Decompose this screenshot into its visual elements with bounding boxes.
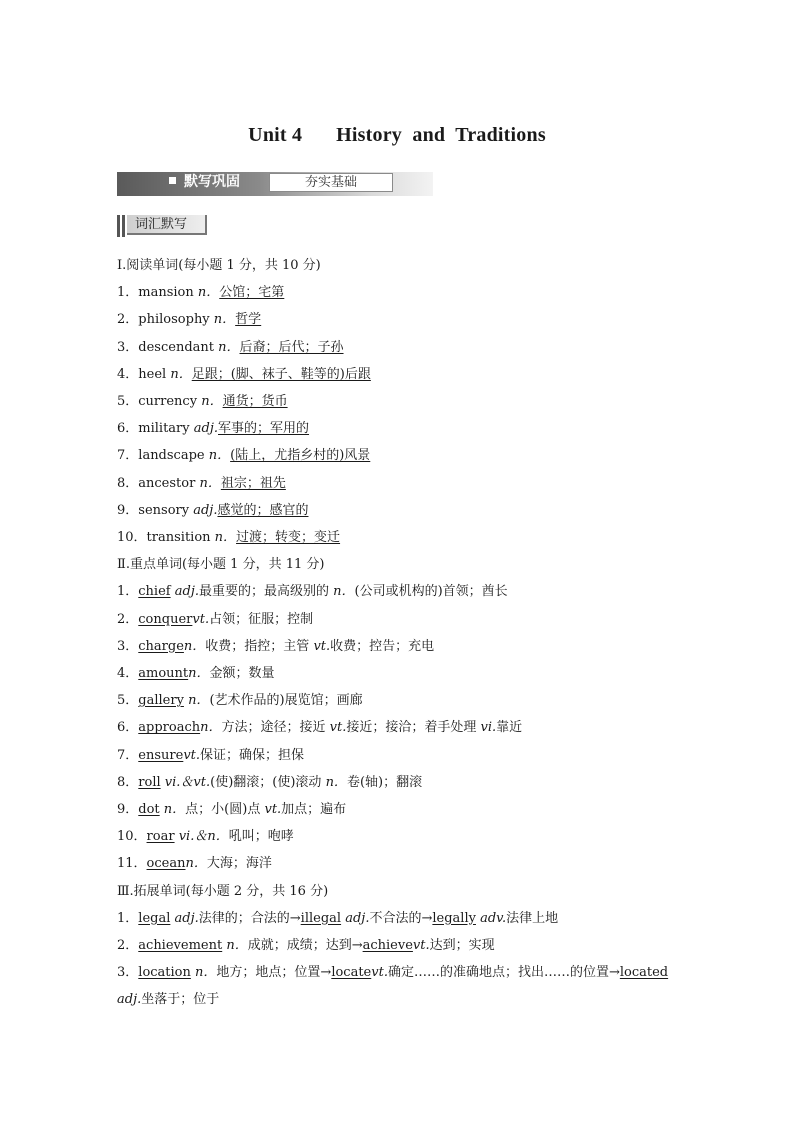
item-number: 3． [117,638,139,654]
item-answer: 军事的；军用的 [218,421,310,437]
item-pos: vt. [192,611,210,627]
item-pos: adj. [174,584,199,600]
item-answer: 祖宗；祖先 [220,475,286,491]
item-pos: n． [195,965,217,981]
item-answer: achieve [362,938,413,954]
item-pos: n． [226,938,248,954]
item-meaning: 方法；途径；接近 [221,720,326,736]
item-answer: located [619,965,669,981]
item-meaning: 点；小(圆)点 [185,802,261,818]
item-answer: charge [138,638,184,654]
item-number: 10． [117,829,147,845]
item-answer: achievement [138,938,223,954]
item-number: 5． [117,394,139,410]
item-word: heel [138,366,167,382]
section-banner [117,172,433,196]
list-item [117,796,717,823]
item-pos: vt. [264,802,282,818]
item-pos: n． [213,312,236,328]
list-item [117,497,717,524]
list-item [117,932,717,959]
item-answer: dot [138,802,160,818]
item-answer: 公馆；宅第 [219,285,285,301]
item-number: 6． [117,720,139,736]
item-number: 2． [117,938,139,954]
item-pos: n． [208,448,231,464]
item-word: mansion [138,285,194,301]
item-answer: conquer [138,611,193,627]
item-answer: 感觉的；感官的 [217,502,309,518]
section-heading: Ⅲ.拓展单词(每小题 2 分，共 16 分) [117,883,329,899]
list-item [117,279,717,306]
item-answer: (陆上，尤指乡村的)风景 [230,448,371,464]
item-pos: n． [197,285,220,301]
item-pos: n． [188,693,210,709]
item-number: 4． [117,366,139,382]
item-number: 3． [117,339,139,355]
item-answer: 哲学 [235,312,262,328]
item-number: 1． [117,584,139,600]
list-item [117,687,717,714]
item-number: 2． [117,611,139,627]
item-number: 6． [117,421,139,437]
item-meaning: 金额；数量 [209,666,275,682]
item-meaning: 法律上地 [506,910,559,926]
list-item [117,470,717,497]
item-pos: n． [214,530,237,546]
list-item [117,388,717,415]
item-pos: adj. [174,910,199,926]
item-pos: adv. [480,910,507,926]
list-item [117,578,717,605]
list-item [117,959,717,986]
item-pos: n． [183,638,206,654]
item-pos: vi. [480,720,497,736]
section-heading: Ⅱ.重点单词(每小题 1 分，共 11 分) [117,557,325,573]
item-word: sensory [138,502,190,518]
item-pos: n． [333,584,355,600]
header-bar-icon [122,215,125,237]
item-number: 9． [117,802,139,818]
item-meaning: 达到；实现 [429,938,495,954]
item-number: 1． [117,285,139,301]
page-title [0,124,794,147]
item-pos: n． [200,720,222,736]
item-meaning: (艺术作品的)展览馆；画廊 [209,693,363,709]
item-word: ancestor [138,475,196,491]
item-answer: gallery [138,693,184,709]
banner-left-label: 默写巩固 [184,174,240,190]
item-answer: ocean [146,856,186,872]
item-meaning: 加点；遍布 [281,802,347,818]
list-item [117,361,717,388]
list-item [117,850,717,877]
item-pos: n． [218,339,240,355]
item-answer: ensure [138,747,184,763]
item-pos: n． [201,394,223,410]
banner-right-label: 夯实基础 [269,173,393,192]
item-meaning: 坐落于；位于 [141,992,220,1008]
item-pos: vt. [412,938,430,954]
item-answer: 通货；货币 [222,394,288,410]
square-bullet-icon [169,177,176,184]
section-heading: Ⅰ.阅读单词(每小题 1 分，共 10 分) [117,258,321,273]
item-meaning: (使)翻滚；(使)滚动 [210,774,322,790]
item-pos: vt. [183,747,201,763]
item-pos: adj. [193,421,219,437]
item-number: 1． [117,910,139,926]
item-answer: roar [146,829,175,845]
item-meaning: 接近；接洽；着手处理 [346,720,477,736]
item-answer: legal [138,910,171,926]
item-meaning: 最重要的；最高级别的 [199,584,330,600]
item-word: landscape [138,448,205,464]
item-word: descendant [138,339,214,355]
item-word: philosophy [138,312,210,328]
list-item [117,442,717,469]
subsection-title: 词汇默写 [127,215,207,235]
item-answer: 足跟；(脚、袜子、鞋等的)后跟 [191,366,371,382]
item-answer: 过渡；转变；变迁 [236,530,341,546]
item-pos: adj. [193,502,218,518]
item-answer: illegal [300,910,342,926]
item-pos: vt. [329,720,347,736]
item-number: 7． [117,747,139,763]
item-answer: 后裔；后代；子孙 [239,339,344,355]
list-item [117,334,717,361]
item-number: 9． [117,502,139,518]
list-item [117,905,717,932]
item-meaning: (公司或机构的)首领；酋长 [354,584,508,600]
item-meaning: 占领；征服；控制 [209,611,314,627]
list-item [117,769,717,796]
item-meaning: 确定……的准确地点；找出……的位置→ [387,965,620,981]
item-number: 2． [117,312,139,328]
item-word: transition [146,530,211,546]
item-answer: amount [138,666,189,682]
item-meaning: 大海；海洋 [206,856,272,872]
item-meaning: 不合法的→ [369,910,433,926]
list-item-continuation [117,986,717,1013]
list-item [117,742,717,769]
item-pos: n． [325,774,347,790]
unit-name: History and Traditions [336,124,546,146]
list-item [117,415,717,442]
item-meaning: 卷(轴)；翻滚 [346,774,423,790]
item-pos: n． [188,666,210,682]
item-pos: n． [185,856,207,872]
item-pos: n． [199,475,221,491]
item-number: 10． [117,530,147,546]
item-word: military [138,421,190,437]
item-number: 8． [117,475,139,491]
item-meaning: 保证；确保；担保 [200,747,305,763]
banner-left [117,172,267,192]
item-meaning: 吼叫；咆哮 [228,829,294,845]
item-pos: vt. [371,965,388,981]
list-item [117,606,717,633]
item-pos: adj. [117,992,142,1008]
item-answer: roll [138,774,161,790]
item-answer: chief [138,584,171,600]
item-pos: vi.＆n． [178,829,229,845]
subsection-header [117,215,209,237]
exercise-content [117,252,717,1014]
item-meaning: 靠近 [496,720,523,736]
item-number: 7． [117,448,139,464]
header-bar-icon [117,215,120,237]
item-meaning: 成就；成绩；达到→ [247,938,363,954]
list-item [117,823,717,850]
item-pos: n． [170,366,192,382]
item-number: 4． [117,666,139,682]
list-item [117,633,717,660]
item-number: 8． [117,774,139,790]
list-item [117,660,717,687]
item-pos: vt. [313,638,331,654]
item-meaning: 收费；指控；主管 [205,638,310,654]
item-answer: location [138,965,191,981]
list-item [117,306,717,333]
item-meaning: 地方；地点；位置→ [216,965,332,981]
item-answer: locate [331,965,372,981]
item-number: 5． [117,693,139,709]
item-meaning: 收费；控告；充电 [330,638,435,654]
item-answer: legally [432,910,476,926]
item-pos: vi.＆vt. [164,774,211,790]
list-item [117,714,717,741]
item-word: currency [138,394,198,410]
item-pos: adj. [345,910,370,926]
item-pos: n． [163,802,186,818]
item-answer: approach [138,720,201,736]
item-number: 11． [117,856,147,872]
item-meaning: 法律的；合法的→ [198,910,301,926]
list-item [117,524,717,551]
item-number: 3． [117,965,139,981]
unit-number: Unit 4 [248,124,303,146]
